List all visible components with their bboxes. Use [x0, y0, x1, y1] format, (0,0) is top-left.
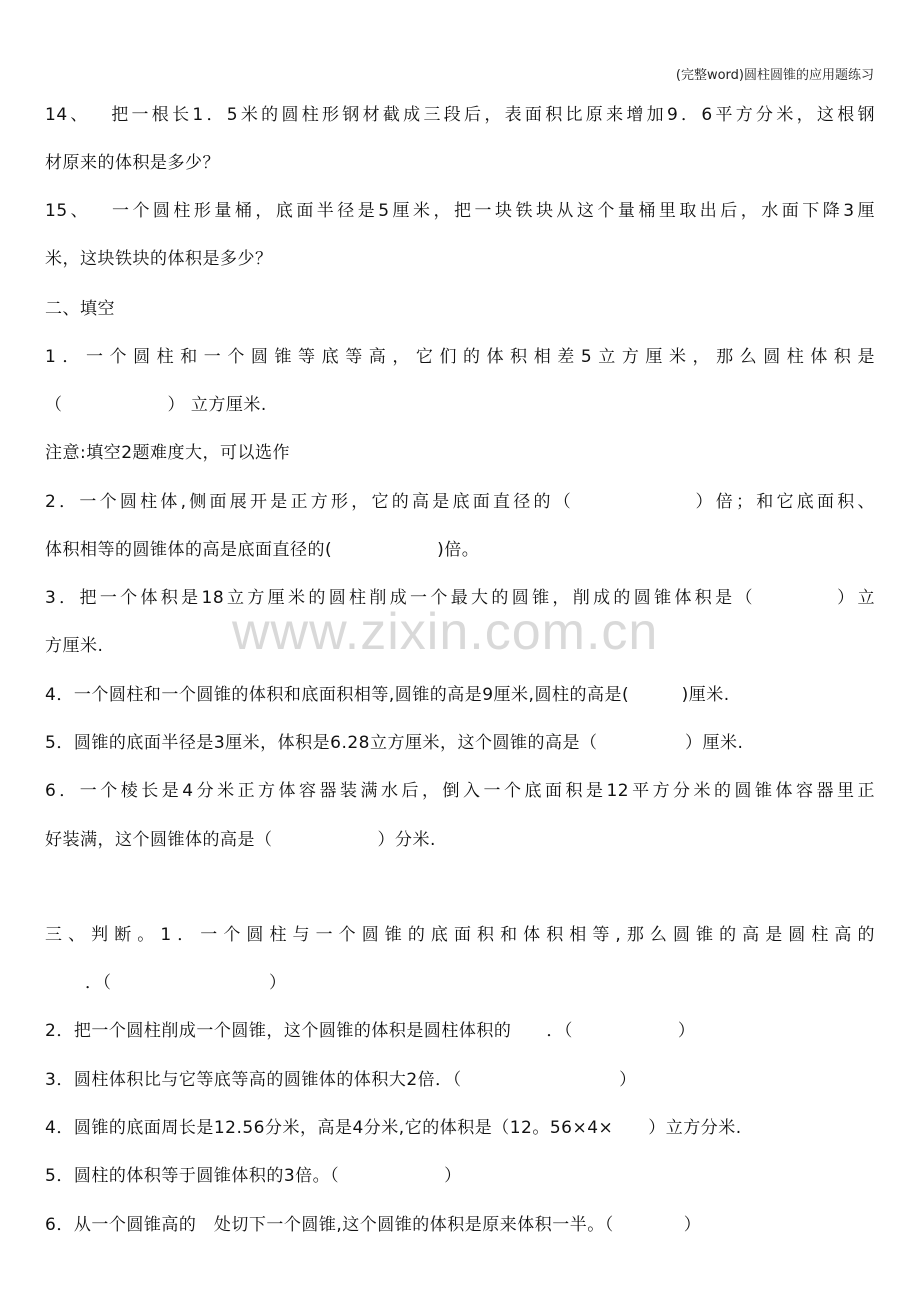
fill-4: 4．一个圆柱和一个圆锥的体积和底面积相等,圆锥的高是9厘米,圆柱的高是( )厘米.	[45, 685, 730, 705]
fill-6-line2: 好装满，这个圆锥体的高是（ ）分米.	[45, 830, 436, 850]
fill-2-line2: 体积相等的圆锥体的高是底面直径的( )倍。	[45, 540, 480, 560]
judge-1-line1: 三、判断。1．一个圆柱与一个圆锥的底面积和体积相等,那么圆锥的高是圆柱高的	[45, 925, 875, 945]
judge-6: 6．从一个圆锥高的 处切下一个圆锥,这个圆锥的体积是原来体积一半。（ ）	[45, 1215, 702, 1235]
q14-line1: 14、 把一根长1．5米的圆柱形钢材截成三段后，表面积比原来增加9．6平方分米，这根钢	[45, 105, 875, 125]
judge-5: 5．圆柱的体积等于圆锥体积的3倍。（ ）	[45, 1166, 462, 1186]
fill-3-line1: 3．把一个体积是18立方厘米的圆柱削成一个最大的圆锥，削成的圆锥体积是（ ）立	[45, 588, 875, 608]
fill-5: 5．圆锥的底面半径是3厘米，体积是6.28立方厘米，这个圆锥的高是（ ）厘米.	[45, 733, 744, 753]
judge-1-line2: ．（ ）	[85, 973, 287, 993]
fill-note: 注意:填空2题难度大，可以选作	[45, 443, 291, 463]
judge-2: 2．把一个圆柱削成一个圆锥，这个圆锥的体积是圆柱体积的 ．（ ）	[45, 1021, 696, 1041]
fill-1-line1: 1．一个圆柱和一个圆锥等底等高，它们的体积相差5立方厘米，那么圆柱体积是	[45, 347, 875, 367]
judge-4: 4．圆锥的底面周长是12.56分米，高是4分米,它的体积是（12。56×4× ）立方分米.	[45, 1118, 742, 1138]
fill-6-line1: 6．一个棱长是4分米正方体容器装满水后，倒入一个底面积是12平方分米的圆锥体容器里正	[45, 781, 875, 801]
judge-3: 3．圆柱体积比与它等底等高的圆锥体的体积大2倍．（ ）	[45, 1070, 637, 1090]
fill-3-line2: 方厘米.	[45, 636, 104, 656]
fill-1-line2: （ ） 立方厘米.	[45, 395, 267, 415]
q15-line2: 米，这块铁块的体积是多少？	[45, 249, 273, 269]
watermark: www.zixin.com.cn	[232, 603, 659, 661]
fill-2-line1: 2．一个圆柱体,侧面展开是正方形，它的高是底面直径的（ ）倍；和它底面积、	[45, 492, 875, 512]
q15-line1: 15、 一个圆柱形量桶，底面半径是5厘米，把一块铁块从这个量桶里取出后，水面下降3厘	[45, 201, 875, 221]
page-header: (完整word)圆柱圆锥的应用题练习	[675, 68, 874, 83]
section-fill-blank-title: 二、填空	[45, 299, 115, 319]
q14-line2: 材原来的体积是多少？	[45, 153, 220, 173]
